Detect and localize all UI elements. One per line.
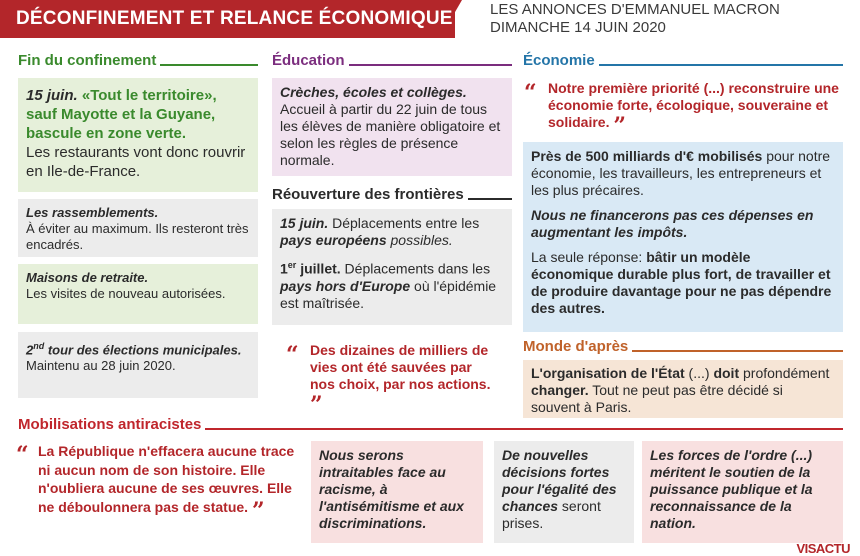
monde-text-c: Tout ne peut pas être décidé si souvent à Paris.	[531, 382, 783, 415]
frontieres-p1-date: 15 juin.	[280, 215, 329, 231]
quote-vies-text	[310, 342, 496, 418]
economie-p3-bold: bâtir un modèle économique durable plus fort, de travailler et de produire davantage pour ne pas dépendre des autres.	[531, 249, 832, 316]
heading-fin-confinement	[18, 52, 258, 69]
heading-education-label: Éducation	[272, 52, 345, 69]
heading-rule	[599, 64, 843, 66]
ordinal-text: tour des élections municipales.	[44, 342, 242, 358]
box-municipales-title	[26, 338, 250, 358]
box-zone-verte	[18, 78, 258, 192]
box-maisons-retraite-title: Maisons de retraite.	[26, 270, 149, 285]
close-quote-icon: ”	[613, 113, 627, 139]
close-quote-icon: ”	[310, 392, 323, 418]
box-egalite-text: seront prises.	[502, 498, 601, 531]
heading-rule	[160, 64, 258, 66]
economie-p1-bold: Près de 500 milliards d'€ mobilisés	[531, 148, 763, 164]
box-rassemblements	[18, 199, 258, 257]
quote-republique-text	[38, 442, 304, 524]
close-quote-icon: ”	[251, 497, 265, 524]
ordinal-number: 2	[26, 342, 34, 358]
quote-vies-body: Des dizaines de milliers de vies ont été sauvées par nos choix, par nos actions.	[310, 342, 491, 392]
box-racisme	[311, 441, 483, 543]
heading-rule	[468, 198, 512, 200]
frontieres-p1	[280, 215, 504, 249]
frontieres-p1-italic: possibles.	[386, 232, 453, 248]
box-egalite-bold: De nouvelles décisions fortes pour l'égalité des chances	[502, 447, 617, 514]
quote-vies-sauvees	[286, 342, 496, 418]
subtitle-line-2: DIMANCHE 14 JUIN 2020	[490, 19, 666, 36]
box-economie	[523, 142, 843, 332]
frontieres-p1-text: Déplacements entre les	[328, 215, 480, 231]
quote-economie-body: Notre première priorité (...) reconstruire une économie forte, écologique, souveraine et solidaire.	[548, 80, 839, 130]
box-forces-ordre	[642, 441, 843, 543]
heading-rule	[632, 350, 843, 352]
quote-economie-text	[548, 80, 844, 139]
economie-p1	[531, 148, 835, 199]
quote-republique	[16, 442, 304, 524]
frontieres-p2-text-b: où l'épidémie est maîtrisée.	[280, 277, 497, 311]
ordinal-suffix: nd	[33, 341, 45, 351]
frontieres-p2-text: Déplacements dans les	[340, 260, 491, 277]
monde-bold-b: doit	[713, 365, 740, 381]
box-zone-verte-quote: «Tout le territoire», sauf Mayotte et la Guyane, bascule en zone verte.	[26, 87, 217, 142]
heading-education	[272, 52, 512, 69]
heading-rule	[349, 64, 512, 66]
quote-republique-body: La République n'effacera aucune trace ni aucun nom de son histoire. Elle n'oubliera aucune de ses œuvres. Elle ne déboulonnera pas de statue.	[38, 443, 295, 515]
heading-economie	[523, 52, 843, 69]
heading-rule	[205, 428, 843, 430]
heading-monde-apres	[523, 338, 843, 355]
monde-bold-c: changer.	[531, 382, 589, 398]
box-education-text: Accueil à partir du 22 juin de tous les élèves de manière obligatoire et selon les règles de présence normale.	[280, 101, 501, 168]
frontieres-p1-bold: pays européens	[280, 232, 387, 248]
open-quote-icon: “	[524, 80, 537, 106]
monde-text-a: (...)	[684, 365, 714, 381]
frontieres-p2-bold: pays hors d'Europe	[280, 277, 411, 294]
box-education-title: Crèches, écoles et collèges.	[280, 84, 467, 100]
frontieres-p2-date: juillet.	[296, 260, 341, 277]
box-forces-ordre-text: Les forces de l'ordre (...) méritent le soutien de la puissance publique et la reconnaissance de la nation.	[650, 447, 813, 531]
heading-antiracistes	[18, 416, 843, 433]
page-title: DÉCONFINEMENT ET RELANCE ÉCONOMIQUE	[16, 8, 453, 29]
economie-p3-text: La seule réponse:	[531, 249, 647, 265]
heading-economie-label: Économie	[523, 52, 595, 69]
ordinal-suffix: er	[287, 260, 297, 270]
economie-p1-text: pour notre économie, les travailleurs, les entrepreneurs et les plus précaires.	[531, 148, 831, 198]
economie-p2: Nous ne financerons pas ces dépenses en augmentant les impôts.	[531, 207, 814, 240]
heading-fin-confinement-label: Fin du confinement	[18, 52, 157, 69]
subtitle-line-1: LES ANNONCES D'EMMANUEL MACRON	[490, 1, 780, 18]
box-maisons-retraite-text: Les visites de nouveau autorisées.	[26, 286, 226, 301]
heading-frontieres-label: Réouverture des frontières	[272, 186, 464, 203]
box-maisons-retraite	[18, 264, 258, 324]
economie-p3	[531, 249, 835, 317]
quote-economie	[524, 80, 844, 139]
heading-monde-apres-label: Monde d'après	[523, 338, 629, 355]
monde-bold-a: L'organisation de l'État	[531, 365, 685, 381]
open-quote-icon: “	[16, 442, 29, 468]
box-rassemblements-title: Les rassemblements.	[26, 205, 159, 220]
box-zone-verte-date: 15 juin.	[26, 87, 78, 104]
box-municipales	[18, 332, 258, 398]
brand-logo: VISACTU	[796, 541, 850, 556]
box-egalite-chances	[494, 441, 634, 543]
box-monde-apres	[523, 360, 843, 418]
box-zone-verte-text: Les restaurants vont donc rouvrir en Ile-de-France.	[26, 144, 246, 180]
box-frontieres	[272, 209, 512, 325]
open-quote-icon: “	[286, 342, 299, 368]
heading-frontieres	[272, 186, 512, 203]
frontieres-p2	[280, 257, 504, 312]
box-rassemblements-text: À éviter au maximum. Ils resteront très encadrés.	[26, 221, 249, 252]
monde-text-b: profondément	[739, 365, 830, 381]
ordinal-number: 1	[280, 260, 288, 277]
box-municipales-text: Maintenu au 28 juin 2020.	[26, 358, 176, 374]
heading-antiracistes-label: Mobilisations antiracistes	[18, 416, 202, 433]
box-racisme-text: Nous serons intraitables face au racisme, à l'antisémitisme et aux discriminations.	[319, 447, 464, 531]
page-subtitle	[490, 1, 780, 37]
box-education	[272, 78, 512, 176]
